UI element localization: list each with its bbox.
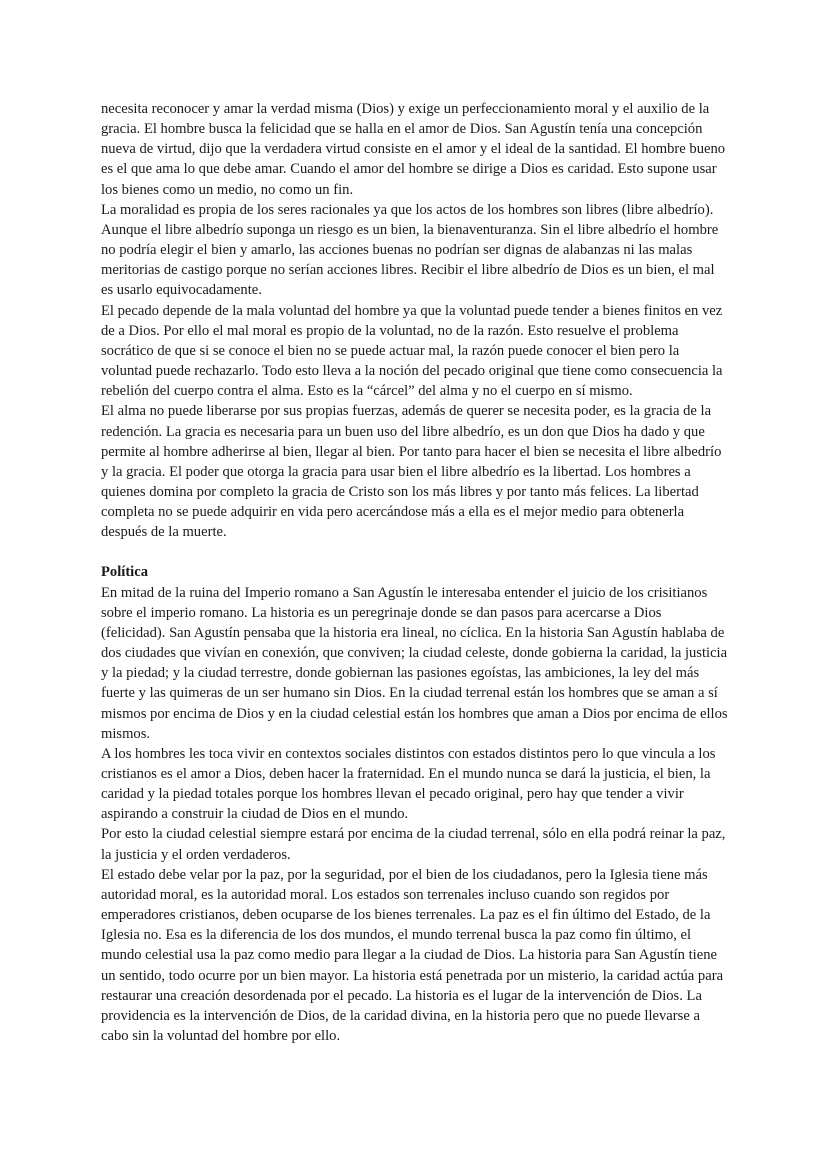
- paragraph-two-cities: En mitad de la ruina del Imperio romano a San Agustín le interesaba entender el juicio de los crisitianos sobre el imperio romano. La historia es un peregrinaje donde se dan pasos para acercarse a Dios (felicidad). San Agustín pensaba que la historia era lineal, no cíclica. En la historia San Agustín hablaba de dos ciudades que vivían en conexión, que conviven; la ciudad celeste, donde gobierna la caridad, la justicia y la piedad; y la ciudad terrestre, donde gobiernan las pasiones egoístas, las ambiciones, la ley del más fuerte y las quimeras de un ser humano sin Dios. En la ciudad terrenal están los hombres que se aman a sí mismos por encima de Dios y en la ciudad celestial están los hombres que aman a Dios por encima de ellos mismos.: [101, 584, 728, 742]
- section-heading-politica: Política: [101, 564, 149, 581]
- paragraph-virtue: necesita reconocer y amar la verdad misma (Dios) y exige un perfeccionamiento moral y el auxilio de la gracia. El hombre busca la felicidad que se halla en el amor de Dios. San Agustín tenía una concepción nueva de virtud, dijo que la verdadera virtud consiste en el amor y el ideal de la santidad. El hombre bueno es el que ama lo que debe amar. Cuando el amor del hombre se dirige a Dios es caridad. Esto supone usar los bienes como un medio, no como un fin.: [101, 101, 726, 198]
- paragraph-state-church: El estado debe velar por la paz, por la seguridad, por el bien de los ciudadanos, pero la Iglesia tiene más autoridad moral, es la autoridad moral. Los estados son terrenales incluso cuando son regidos por emperadores cristianos, deben ocuparse de los bienes terrenales. La paz es el fin último del Estado, de la Iglesia no. Esa es la diferencia de los dos mundos, el mundo terrenal busca la paz como fin último, el mundo celestial usa la paz como medio para llegar a la ciudad de Dios. La historia para San Agustín tiene un sentido, todo ocurre por un bien mayor. La historia está penetrada por un misterio, la caridad actúa para restaurar una creación desordenada por el pecado. La historia es el lugar de la intervención de Dios. La providencia es la intervención de Dios, de la caridad divina, en la historia pero que no puede llevarse a cabo sin la voluntad del hombre por ello.: [101, 866, 724, 1045]
- paragraph-free-will: La moralidad es propia de los seres racionales ya que los actos de los hombres son libres (libre albedrío). Aunque el libre albedrío suponga un riesgo es un bien, la bienaventuranza. Sin el libre albedrío el hombre no podría elegir el bien y amarlo, las acciones buenas no podrían ser dignas de alabanzas ni las malas meritorias de castigo porque no serían acciones libres. Recibir el libre albedrío de Dios es un bien, el mal es usarlo equivocadamente.: [101, 201, 719, 299]
- paragraph-celestial-city: Por esto la ciudad celestial siempre estará por encima de la ciudad terrenal, sólo en ella podrá reinar la paz, la justicia y el orden verdaderos.: [101, 826, 726, 863]
- section-spacer: [101, 542, 729, 562]
- paragraph-sin: El pecado depende de la mala voluntad del hombre ya que la voluntad puede tender a bienes finitos en vez de a Dios. Por ello el mal moral es propio de la voluntad, no de la razón. Esto resuelve el problema socrático de que si se conoce el bien no se puede actuar mal, la razón puede conocer el bien pero la voluntad puede rechazarlo. Todo esto lleva a la noción del pecado original que tiene como consecuencia la rebelión del cuerpo contra el alma. Esto es la “cárcel” del alma y no el cuerpo en sí mismo.: [101, 302, 723, 400]
- document-page: [101, 99, 729, 1046]
- paragraph-grace: El alma no puede liberarse por sus propias fuerzas, además de querer se necesita poder, es la gracia de la redención. La gracia es necesaria para un buen uso del libre albedrío, es un don que Dios ha dado y que permite al hombre adherirse al bien, llegar al bien. Por tanto para hacer el bien se necesita el libre albedrío y la gracia. El poder que otorga la gracia para usar bien el libre albedrío es la libertad. Los hombres a quienes domina por completo la gracia de Cristo son los más libres y por tanto más felices. La libertad completa no se puede adquirir en vida pero acercándose más a ella es el mejor medio para obtenerla después de la muerte.: [101, 403, 722, 541]
- paragraph-social-contexts: A los hombres les toca vivir en contextos sociales distintos con estados distintos pero lo que vincula a los cristianos es el amor a Dios, deben hacer la fraternidad. En el mundo nunca se dará la justicia, el bien, la caridad y la piedad totales porque los hombres llevan el pecado original, pero hay que tender a vivir aspirando a construir la ciudad de Dios en el mundo.: [101, 745, 716, 823]
